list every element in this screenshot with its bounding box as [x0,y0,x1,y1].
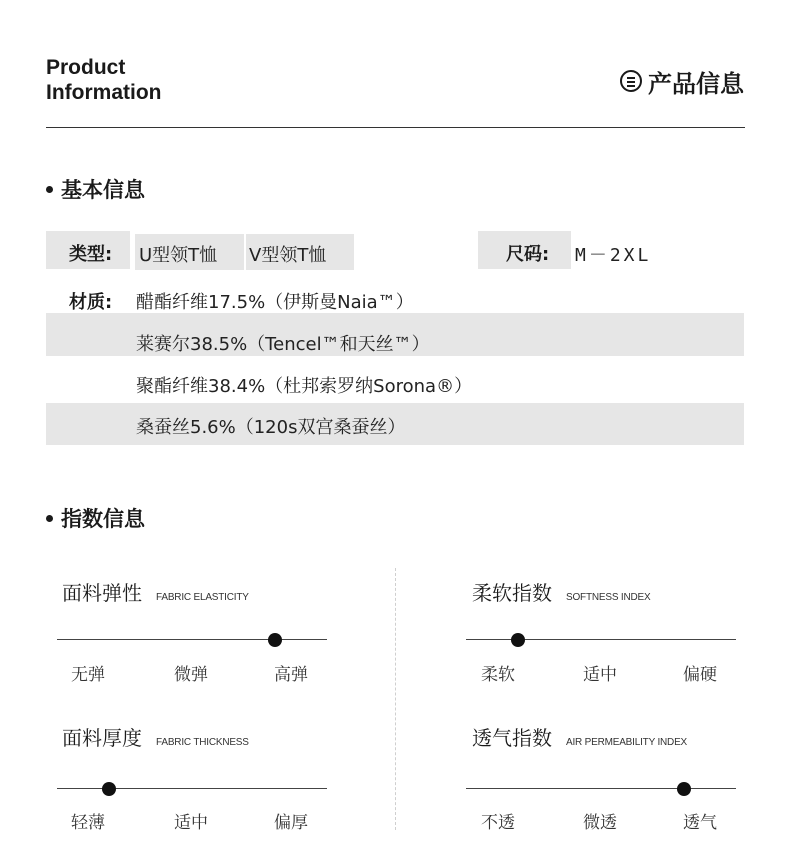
size-value: M－2XL [575,245,652,266]
scale-label-mid: 微透 [583,813,617,833]
size-label: 尺码: [506,244,550,265]
metric-softness-index [472,577,650,606]
scale-label-mid: 微弹 [174,665,208,685]
material-label: 材质: [69,292,113,313]
scale-line [466,639,736,640]
section-index-title-text: 指数信息 [61,507,145,531]
scale-label-low: 不透 [481,813,515,833]
header-title-en [46,55,162,105]
scale-line [57,788,327,789]
scale-label-high: 透气 [683,813,717,833]
scale-indicator-dot [268,633,282,647]
scale-label-mid: 适中 [583,665,617,685]
metric-subtitle: FABRIC THICKNESS [156,737,249,748]
metric-fabric-elasticity [62,577,249,606]
section-index-title [46,503,145,533]
bullet-icon [46,186,53,193]
scale-indicator-dot [677,782,691,796]
scale-label-low: 柔软 [481,665,515,685]
column-divider [395,568,396,830]
section-basic-title [46,174,145,204]
type-label: 类型: [69,244,113,265]
scale-label-low: 无弹 [71,665,105,685]
type-value-2: V型领T恤 [249,245,327,266]
scale-label-high: 偏厚 [274,813,308,833]
material-item: 桑蚕丝5.6%（120s双宫桑蚕丝） [136,417,406,438]
scale-label-mid: 适中 [174,813,208,833]
scale-line [57,639,327,640]
section-basic-title-text: 基本信息 [61,178,145,202]
header-title-cn-group [620,64,744,98]
metric-fabric-thickness [62,722,249,751]
list-circle-icon [620,70,642,92]
bullet-icon [46,515,53,522]
material-item: 聚酯纤维38.4%（杜邦索罗纳Sorona®） [136,376,473,397]
metric-title: 面料弹性 [62,581,142,605]
header-title-en-line2: Information [46,81,162,104]
metric-subtitle: AIR PERMEABILITY INDEX [566,737,688,748]
metric-title: 柔软指数 [472,581,552,605]
scale-label-high: 偏硬 [683,665,717,685]
material-item: 莱赛尔38.5%（Tencel™和天丝™） [136,334,430,355]
metric-subtitle: FABRIC ELASTICITY [156,592,249,603]
metric-subtitle: SOFTNESS INDEX [566,592,651,603]
type-value-1: U型领T恤 [139,245,218,266]
metric-title: 透气指数 [472,726,552,750]
scale-line [466,788,736,789]
metric-title: 面料厚度 [62,726,142,750]
scale-label-high: 高弹 [274,665,308,685]
scale-indicator-dot [511,633,525,647]
material-item: 醋酯纤维17.5%（伊斯曼Naia™） [136,292,414,313]
metric-air-permeability-index [472,722,687,751]
scale-indicator-dot [102,782,116,796]
scale-label-low: 轻薄 [71,813,105,833]
header-divider [46,127,745,128]
header-title-cn: 产品信息 [648,69,744,98]
header-title-en-line1: Product [46,56,126,79]
